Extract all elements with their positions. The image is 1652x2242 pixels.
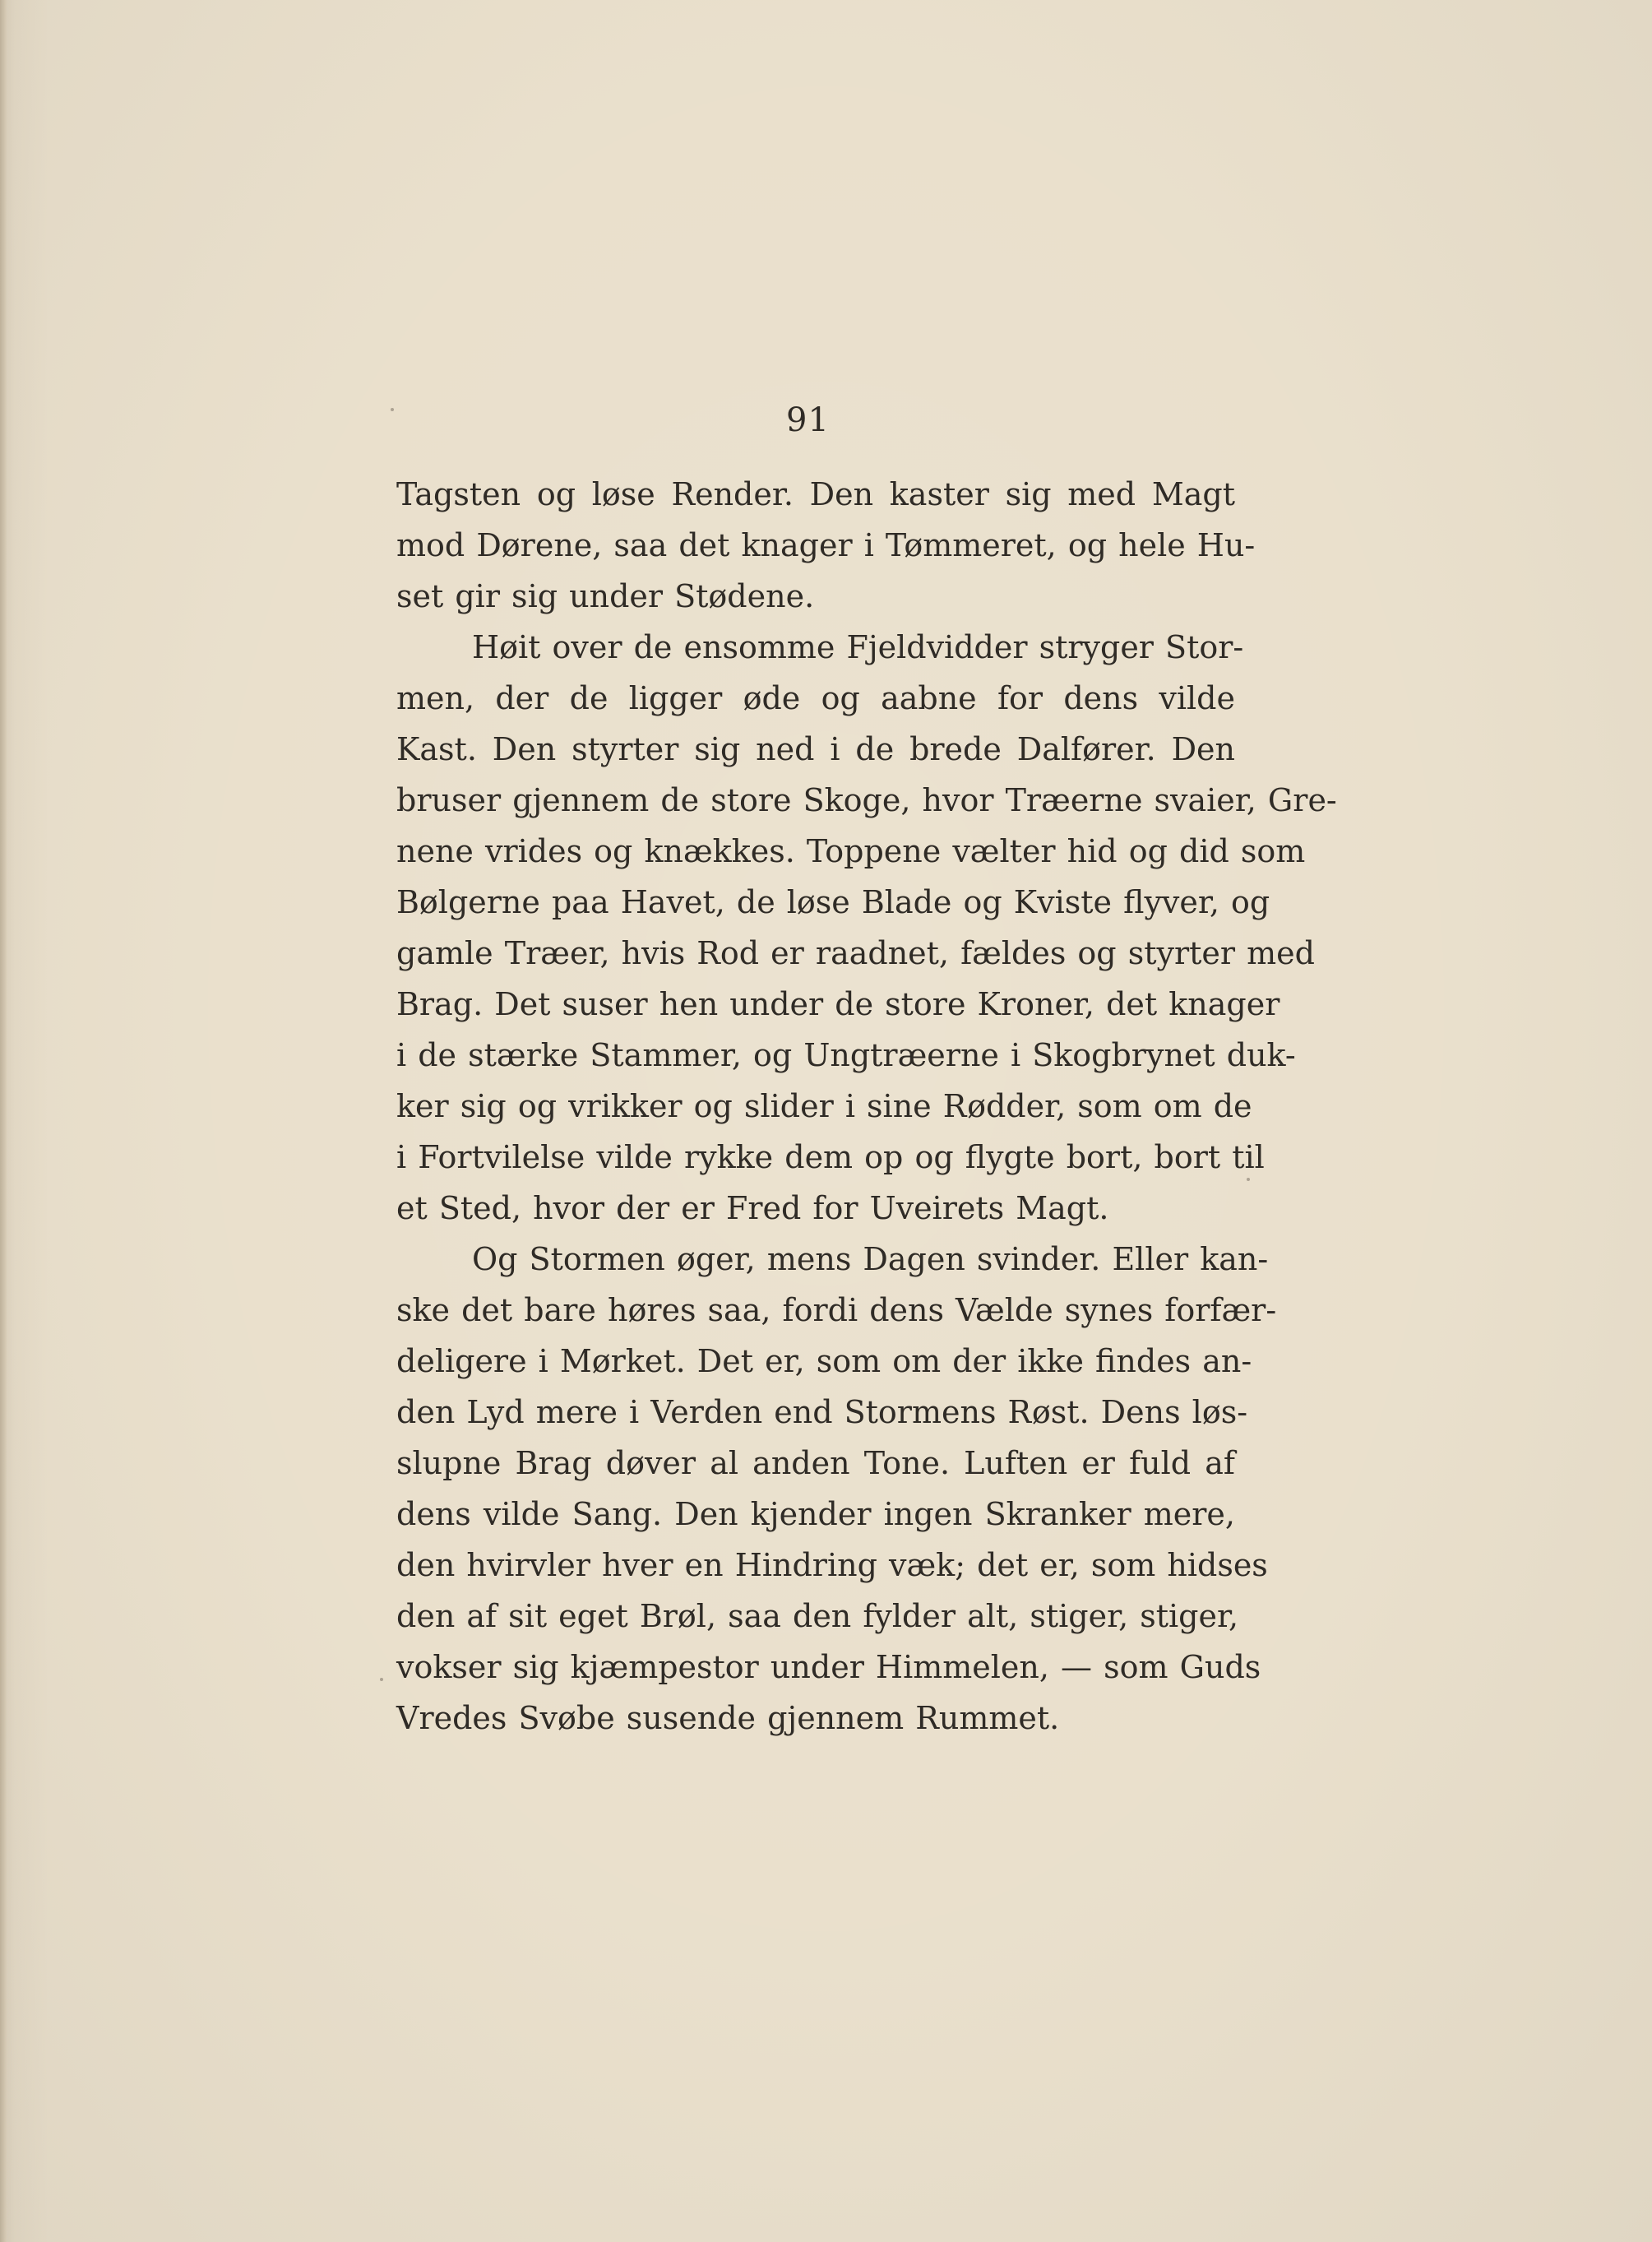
page-number: 91: [786, 401, 830, 439]
text-line: bruser gjennem de store Skoge, hvor Træerne svaier, Gre-: [396, 782, 1337, 818]
text-line: mod Dørene, saa det knager i Tømmeret, og hele Hu-: [396, 527, 1256, 563]
text-line: nene vrides og knækkes. Toppene vælter hid og did som: [396, 833, 1306, 869]
text-line: slupne Brag døver al anden Tone. Luften er fuld af: [396, 1445, 1235, 1481]
text-line: den Lyd mere i Verden end Stormens Røst. Dens løs-: [396, 1394, 1248, 1430]
text-line: den af sit eget Brøl, saa den fylder alt, stiger, stiger,: [396, 1598, 1239, 1634]
text-line: i de stærke Stammer, og Ungtræerne i Skogbrynet duk-: [396, 1037, 1296, 1073]
text-line: deligere i Mørket. Det er, som om der ikke findes an-: [396, 1343, 1252, 1379]
paper-speck: [1247, 1178, 1250, 1181]
body-text: [396, 469, 1337, 1744]
text-line: Tagsten og løse Render. Den kaster sig med Magt: [396, 476, 1235, 512]
text-line: i Fortvilelse vilde rykke dem op og flygte bort, bort til: [396, 1139, 1265, 1175]
text-line: ske det bare høres saa, fordi dens Vælde synes forfær-: [396, 1292, 1277, 1328]
text-line: Brag. Det suser hen under de store Kroner, det knager: [396, 986, 1280, 1022]
text-line: Bølgerne paa Havet, de løse Blade og Kviste flyver, og: [396, 884, 1270, 920]
text-line: set gir sig under Stødene.: [396, 578, 815, 614]
text-line: et Sted, hvor der er Fred for Uveirets Magt.: [396, 1190, 1109, 1226]
binding-edge: [0, 0, 7, 2242]
text-line: Høit over de ensomme Fjeldvidder stryger Stor-: [472, 629, 1244, 665]
text-line: Og Stormen øger, mens Dagen svinder. Eller kan-: [472, 1241, 1269, 1277]
text-line: gamle Træer, hvis Rod er raadnet, fældes og styrter med: [396, 935, 1315, 971]
text-line: Vredes Svøbe susende gjennem Rummet.: [396, 1700, 1060, 1736]
text-line: dens vilde Sang. Den kjender ingen Skranker mere,: [396, 1496, 1235, 1532]
text-line: men, der de ligger øde og aabne for dens vilde: [396, 680, 1235, 716]
paper-speck: [391, 408, 394, 411]
text-line: Kast. Den styrter sig ned i de brede Dalfører. Den: [396, 731, 1235, 767]
text-line: vokser sig kjæmpestor under Himmelen, — som Guds: [396, 1649, 1261, 1685]
paper-speck: [380, 1678, 383, 1681]
text-line: ker sig og vrikker og slider i sine Rødder, som om de: [396, 1088, 1252, 1124]
text-line: den hvirvler hver en Hindring væk; det er, som hidses: [396, 1547, 1268, 1583]
